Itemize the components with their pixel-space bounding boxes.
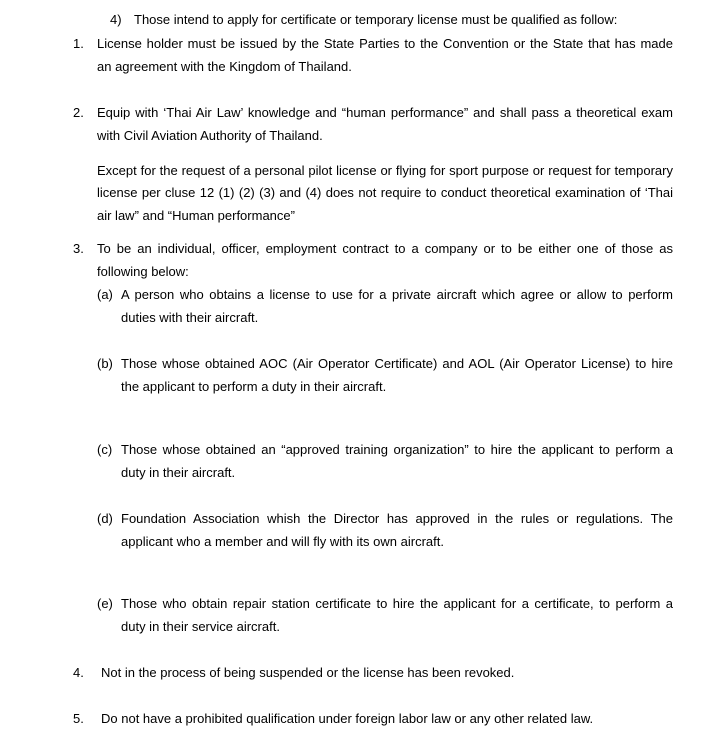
subitem-text-line: duties with their aircraft. [121, 310, 259, 325]
subitem-label: (b) [97, 356, 113, 371]
subitem-label: (e) [97, 596, 113, 611]
subitem-label: (a) [97, 287, 113, 302]
subitem-label: (d) [97, 511, 113, 526]
subitem-text-line: applicant who a member and will fly with its own aircraft. [121, 534, 444, 549]
item-number: 2. [73, 105, 84, 120]
note-text-line: license per cluse 12 (1) (2) (3) and (4) does not require to conduct theoretical examination of ‘Thai [97, 185, 673, 200]
item-text-line: Not in the process of being suspended or the license has been revoked. [101, 665, 515, 680]
item-text-line: with Civil Aviation Authority of Thailand. [97, 128, 323, 143]
subitem-text-line: Those whose obtained an “approved training organization” to hire the applicant to perform a [121, 442, 673, 457]
item-text-line: Equip with ‘Thai Air Law’ knowledge and “human performance” and shall pass a theoretical exam [97, 105, 673, 120]
item-number: 3. [73, 241, 84, 256]
item-text-line: Do not have a prohibited qualification under foreign labor law or any other related law. [101, 711, 594, 726]
item-number: 1. [73, 36, 84, 51]
note-text-line: Except for the request of a personal pilot license or flying for sport purpose or request for temporary [97, 163, 673, 178]
subitem-text-line: Those who obtain repair station certificate to hire the applicant for a certificate, to perform a [121, 596, 673, 611]
subitem-text-line: Foundation Association whish the Director has approved in the rules or regulations. The [121, 511, 673, 526]
item-text-line: following below: [97, 264, 189, 279]
subitem-text-line: Those whose obtained AOC (Air Operator Certificate) and AOL (Air Operator License) to hire [121, 356, 673, 371]
item-number: 4. [73, 665, 84, 680]
section-number: 4) [110, 12, 122, 27]
item-text-line: an agreement with the Kingdom of Thailand. [97, 59, 352, 74]
subitem-text-line: A person who obtains a license to use for a private aircraft which agree or allow to perform [121, 287, 673, 302]
item-text-line: License holder must be issued by the State Parties to the Convention or the State that has made [97, 36, 673, 51]
item-text-line: To be an individual, officer, employment contract to a company or to be either one of those as [97, 241, 673, 256]
section-heading: Those intend to apply for certificate or temporary license must be qualified as follow: [134, 12, 618, 27]
subitem-text-line: duty in their aircraft. [121, 465, 236, 480]
item-number: 5. [73, 711, 84, 726]
subitem-text-line: duty in their service aircraft. [121, 619, 280, 634]
subitem-label: (c) [97, 442, 113, 457]
note-text-line: air law” and “Human performance” [97, 208, 295, 223]
subitem-text-line: the applicant to perform a duty in their aircraft. [121, 379, 387, 394]
